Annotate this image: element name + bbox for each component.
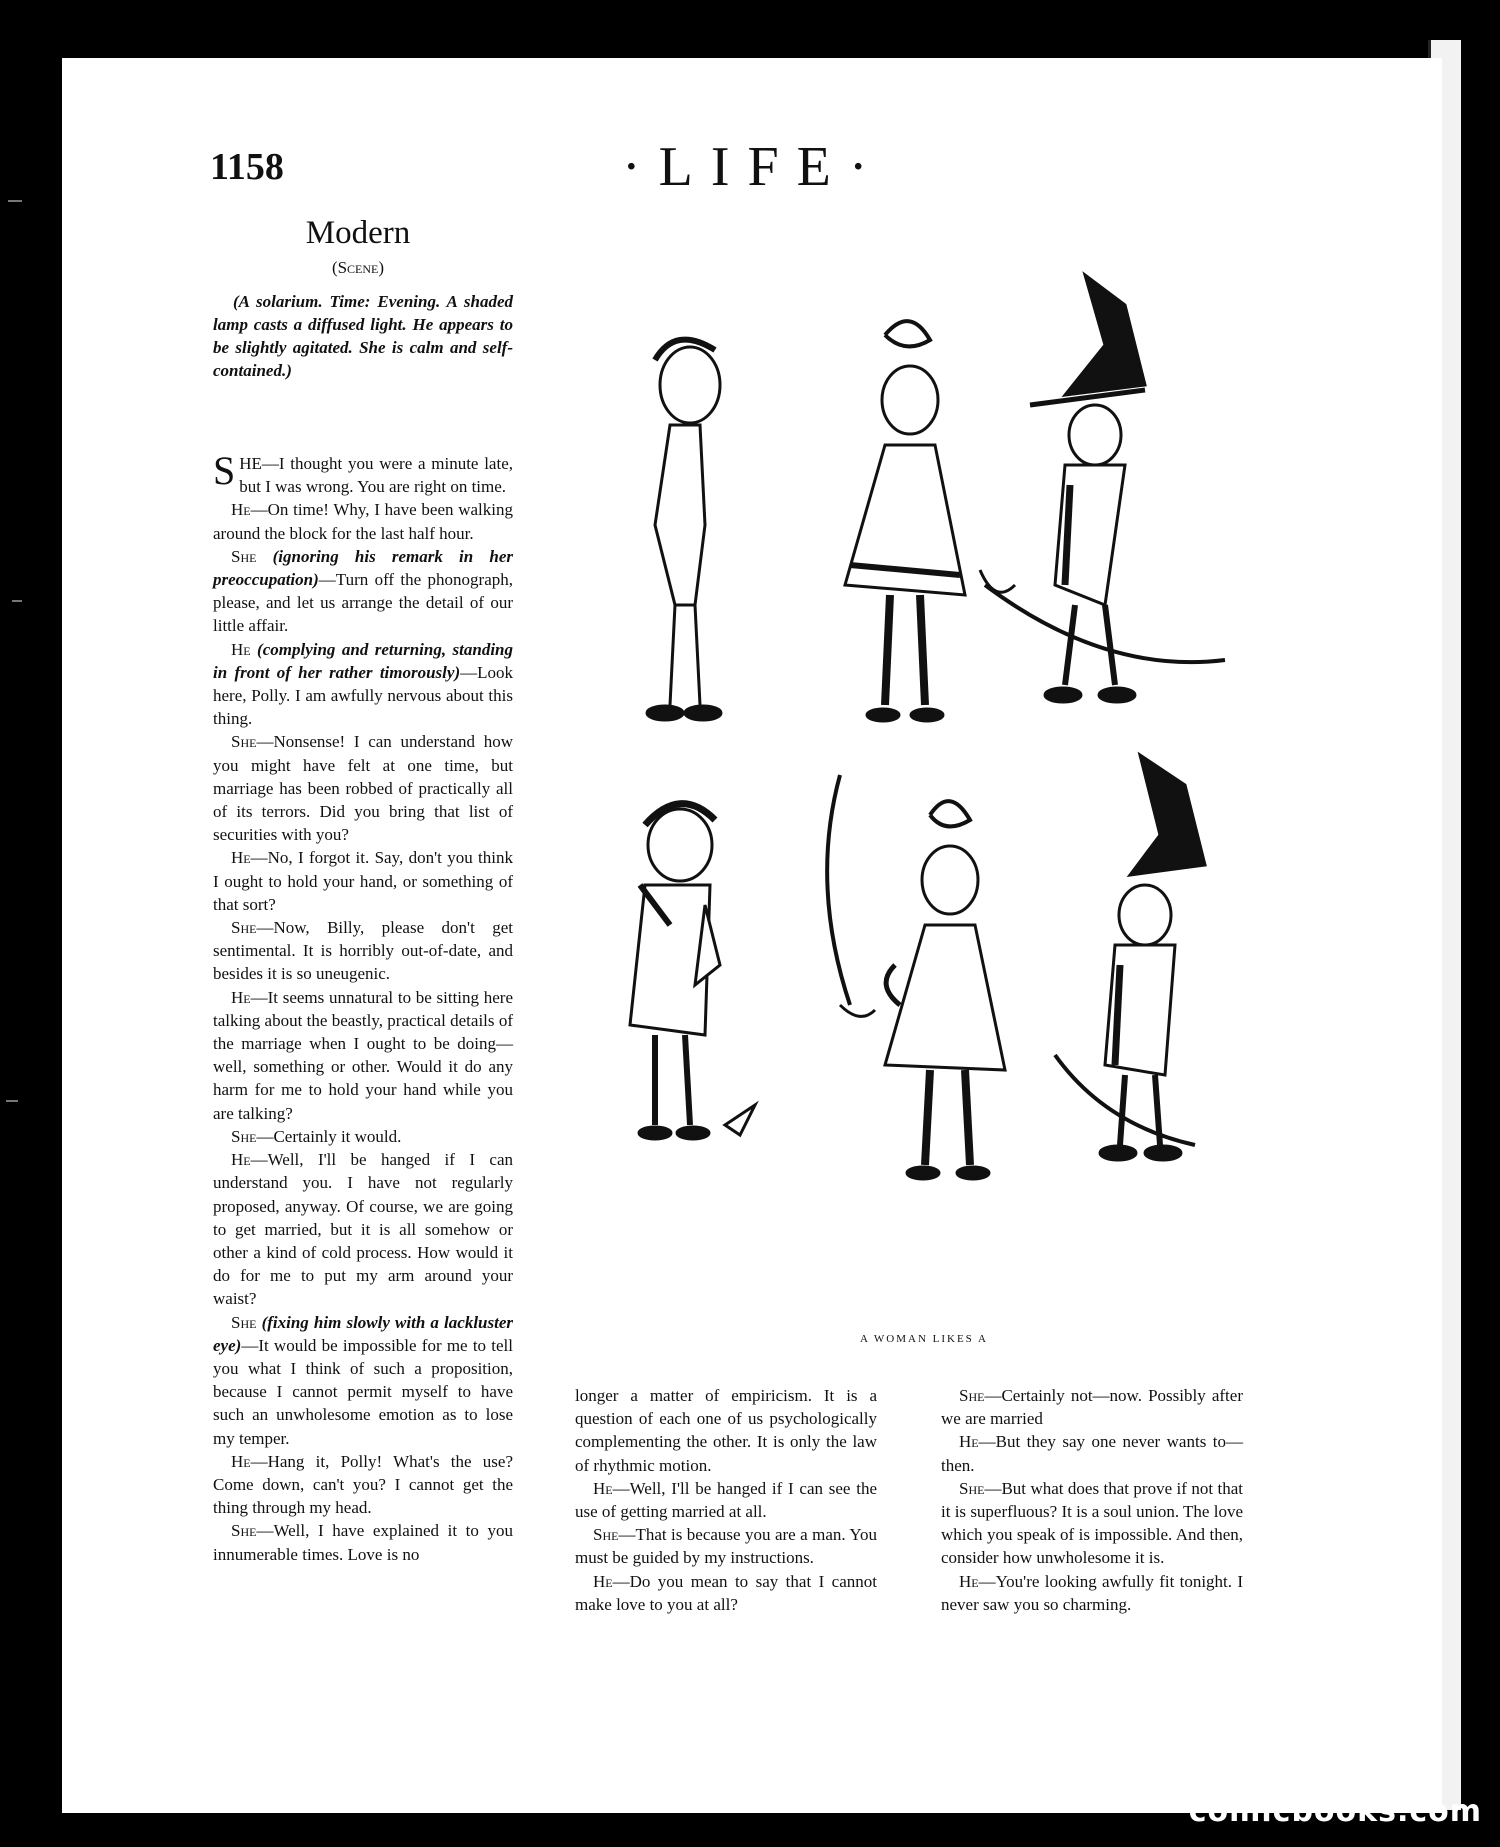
dialogue-paragraph: She—Well, I have explained it to you innumerable times. Love is no [213,1521,513,1564]
speaker-name: He [231,1150,251,1170]
dialogue-paragraph: She—Now, Billy, please don't get sentimental. It is horribly out-of-date, and besides it is so uneugenic. [213,918,513,984]
dialogue-paragraph: She (fixing him slowly with a lackluster eye)—It would be impossible for me to tell you what I think of such a proposition, because I cannot permit myself to have such an unwholesome emotion as to lose my temper. [213,1312,513,1448]
dialogue-paragraph: SHE—I thought you were a minute late, but I was wrong. You are right on time. [213,448,513,497]
drop-cap: S [213,448,236,493]
stage-aside: (ignoring his remark in her preoccupation) [213,546,513,590]
speaker-name: He [231,500,251,520]
dialogue-paragraph: She—That is because you are a man. You must be guided by my instructions. [575,1525,877,1568]
boy-figure-top [647,340,721,720]
stage-aside: (fixing him slowly with a lackluster eye) [213,1312,513,1355]
speaker-name: He [593,1571,613,1591]
speaker-name: He [959,1432,979,1452]
text-column-2 [575,1384,877,1616]
speaker-name: She [231,1312,257,1332]
illustration-caption: A WOMAN LIKES A [860,1333,988,1345]
continued-text: longer a matter of empiricism. It is a question of each one of us psychologically complementing the other. It is only the law of rhythmic motion. [575,1386,877,1475]
speaker-name: He [231,1451,251,1471]
speaker-name: He [959,1571,979,1591]
speaker-name: She [231,546,257,566]
speaker-name: She [959,1478,985,1498]
cartoon-illustration [585,265,1395,1335]
article-subtitle: (Scene) [331,258,385,277]
girl-figure-top [845,321,965,721]
dialogue-paragraph: He—On time! Why, I have been walking around the block for the last half hour. [213,500,513,543]
speaker-name: He [231,848,251,868]
dialogue-paragraph: She (ignoring his remark in her preoccupation)—Turn off the phonograph, please, and let us arrange the detail of our little affair. [213,546,513,636]
dialogue-paragraph: She—Nonsense! I can understand how you might have felt at one time, but marriage has been robbed of practically all of its terrors. Did you bring that list of securities with you? [213,732,513,845]
dialogue-paragraph: She—But what does that prove if not that it is superfluous? It is a soul union. The love which you speak of is impossible. And then, consider how unwholesome it is. [941,1478,1243,1568]
dialogue-paragraph: He—You're looking awfully fit tonight. I never saw you so charming. [941,1571,1243,1614]
text-column-1 [213,448,513,1566]
scan-mark [8,200,22,202]
speaker-name: He [231,987,251,1007]
dialogue-paragraph: He—Hang it, Polly! What's the use? Come down, can't you? I cannot get the thing through my head. [213,1451,513,1518]
speaker-name: She [959,1386,985,1405]
dialogue-paragraph: She—Certainly not—now. Possibly after we are married [941,1386,1243,1429]
scan-mark [6,1100,18,1102]
watermark: comicbooks.com [1188,1794,1482,1829]
speaker-name: She [231,732,257,752]
soldier-figure-top [980,275,1225,702]
speaker-name: She [231,918,257,938]
speaker-name: He [593,1478,613,1498]
scan-mark [12,600,22,602]
stage-direction: (A solarium. Time: Evening. A shaded lamp casts a diffused light. He appears to be slightly agitated. She is calm and self-contained.) [213,292,513,380]
girl-figure-bottom [885,801,1005,1179]
speaker-name: She [231,1521,257,1541]
text-column-3 [941,1384,1243,1616]
article-title: Modern [305,215,411,251]
boy-figure-bottom [630,804,755,1139]
dialogue-paragraph: He—Well, I'll be hanged if I can understand you. I have not regularly proposed, anyway. Of course, we are going to get married, but it is all somehow or other a kind of cold process. How would it do for me to put my arm around your waist? [213,1150,513,1309]
dialogue-paragraph: He—But they say one never wants to—then. [941,1432,1243,1475]
dialogue-paragraph: He—No, I forgot it. Say, don't you think I ought to hold your hand, or something of that sort? [213,848,513,914]
masthead: ·LIFE· [622,136,886,198]
dialogue-paragraph: He (complying and returning, standing in front of her rather timorously)—Look here, Polly. I am awfully nervous about this thing. [213,639,513,729]
dialogue-paragraph: She—Certainly it would. [231,1126,402,1146]
speaker-name: She [231,1126,257,1146]
dialogue-paragraph: He—Do you mean to say that I cannot make love to you at all? [575,1571,877,1614]
speaker-name: She [593,1525,619,1545]
dialogue-paragraph: He—Well, I'll be hanged if I can see the use of getting married at all. [575,1478,877,1522]
page-number: 1158 [210,146,284,188]
stage-aside: (complying and returning, standing in front of her rather timorously) [213,639,513,682]
dialogue-paragraph: He—It seems unnatural to be sitting here talking about the beastly, practical details of the marriage when I ought to be doing—well, something or other. Would it do any harm for me to hold your hand while you are talking? [213,987,513,1123]
speaker-name: He [231,639,251,659]
soldier-figure-bottom [827,755,1205,1160]
